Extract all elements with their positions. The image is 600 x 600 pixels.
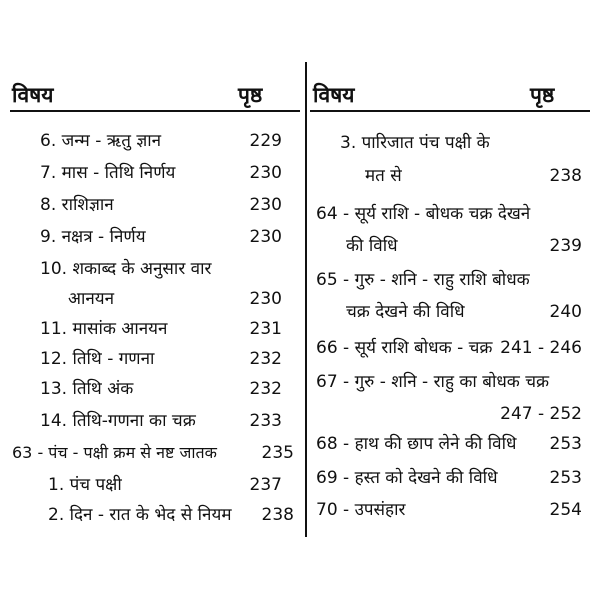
toc-entry-page: 233 — [249, 411, 282, 431]
toc-entry-text: 1. पंच पक्षी — [48, 475, 122, 495]
toc-entry-text: 69 - हस्त को देखने की विधि — [316, 468, 498, 488]
toc-entry-text: 66 - सूर्य राशि बोधक - चक्र — [316, 338, 493, 358]
toc-entry-text: 14. तिथि-गणना का चक्र — [40, 411, 196, 431]
toc-entry-text: 67 - गुरु - शनि - राहु का बोधक चक्र — [316, 372, 550, 392]
toc-entry-page: 232 — [249, 379, 282, 399]
toc-entry-text: चक्र देखने की विधि — [346, 302, 465, 322]
left-page-header: पृष्ठ — [238, 83, 263, 107]
toc-entry-page: 238 — [261, 505, 294, 525]
toc-entry-text: 9. नक्षत्र - निर्णय — [40, 227, 146, 247]
toc-entry-page: 231 — [249, 319, 282, 339]
toc-entry-page: 230 — [249, 163, 282, 183]
toc-entry-text: 7. मास - तिथि निर्णय — [40, 163, 176, 183]
toc-entry-text: 8. राशिज्ञान — [40, 195, 114, 215]
toc-entry-text: मत से — [365, 166, 402, 186]
left-subject-header: विषय — [12, 83, 54, 107]
toc-entry-page: 247 - 252 — [500, 404, 582, 424]
toc-entry-page: 253 — [549, 434, 582, 454]
toc-entry-page: 254 — [549, 500, 582, 520]
left-header-rule — [10, 110, 300, 112]
toc-entry-text: 64 - सूर्य राशि - बोधक चक्र देखने — [316, 204, 531, 224]
column-divider — [305, 62, 307, 537]
toc-entry-text: 65 - गुरु - शनि - राहु राशि बोधक — [316, 270, 530, 290]
toc-entry-page: 235 — [261, 443, 294, 463]
toc-entry-page: 237 — [249, 475, 282, 495]
toc-entry-text: 2. दिन - रात के भेद से नियम — [48, 505, 232, 525]
toc-entry-text: आनयन — [68, 289, 115, 309]
right-subject-header: विषय — [313, 83, 355, 107]
toc-entry-page: 232 — [249, 349, 282, 369]
toc-entry-text: 10. शकाब्द के अनुसार वार — [40, 259, 212, 279]
toc-entry-text: 68 - हाथ की छाप लेने की विधि — [316, 434, 517, 454]
toc-entry-page: 240 — [549, 302, 582, 322]
toc-entry-page: 230 — [249, 289, 282, 309]
toc-entry-page: 229 — [249, 131, 282, 151]
toc-entry-text: 63 - पंच - पक्षी क्रम से नष्ट जातक — [12, 443, 217, 462]
toc-entry-page: 238 — [549, 166, 582, 186]
right-page-header: पृष्ठ — [530, 83, 555, 107]
toc-entry-text: 70 - उपसंहार — [316, 500, 406, 520]
toc-entry-text: 13. तिथि अंक — [40, 379, 134, 399]
toc-entry-text: 12. तिथि - गणना — [40, 349, 155, 369]
toc-entry-text: की विधि — [346, 236, 398, 256]
toc-entry-page: 230 — [249, 195, 282, 215]
toc-entry-page: 239 — [549, 236, 582, 256]
toc-entry-page: 253 — [549, 468, 582, 488]
right-header-rule — [310, 110, 590, 112]
toc-entry-text: 3. पारिजात पंच पक्षी के — [340, 133, 490, 153]
toc-entry-text: 11. मासांक आनयन — [40, 319, 168, 339]
toc-entry-page: 241 - 246 — [500, 338, 582, 358]
toc-entry-text: 6. जन्म - ऋतु ज्ञान — [40, 131, 162, 151]
toc-entry-page: 230 — [249, 227, 282, 247]
